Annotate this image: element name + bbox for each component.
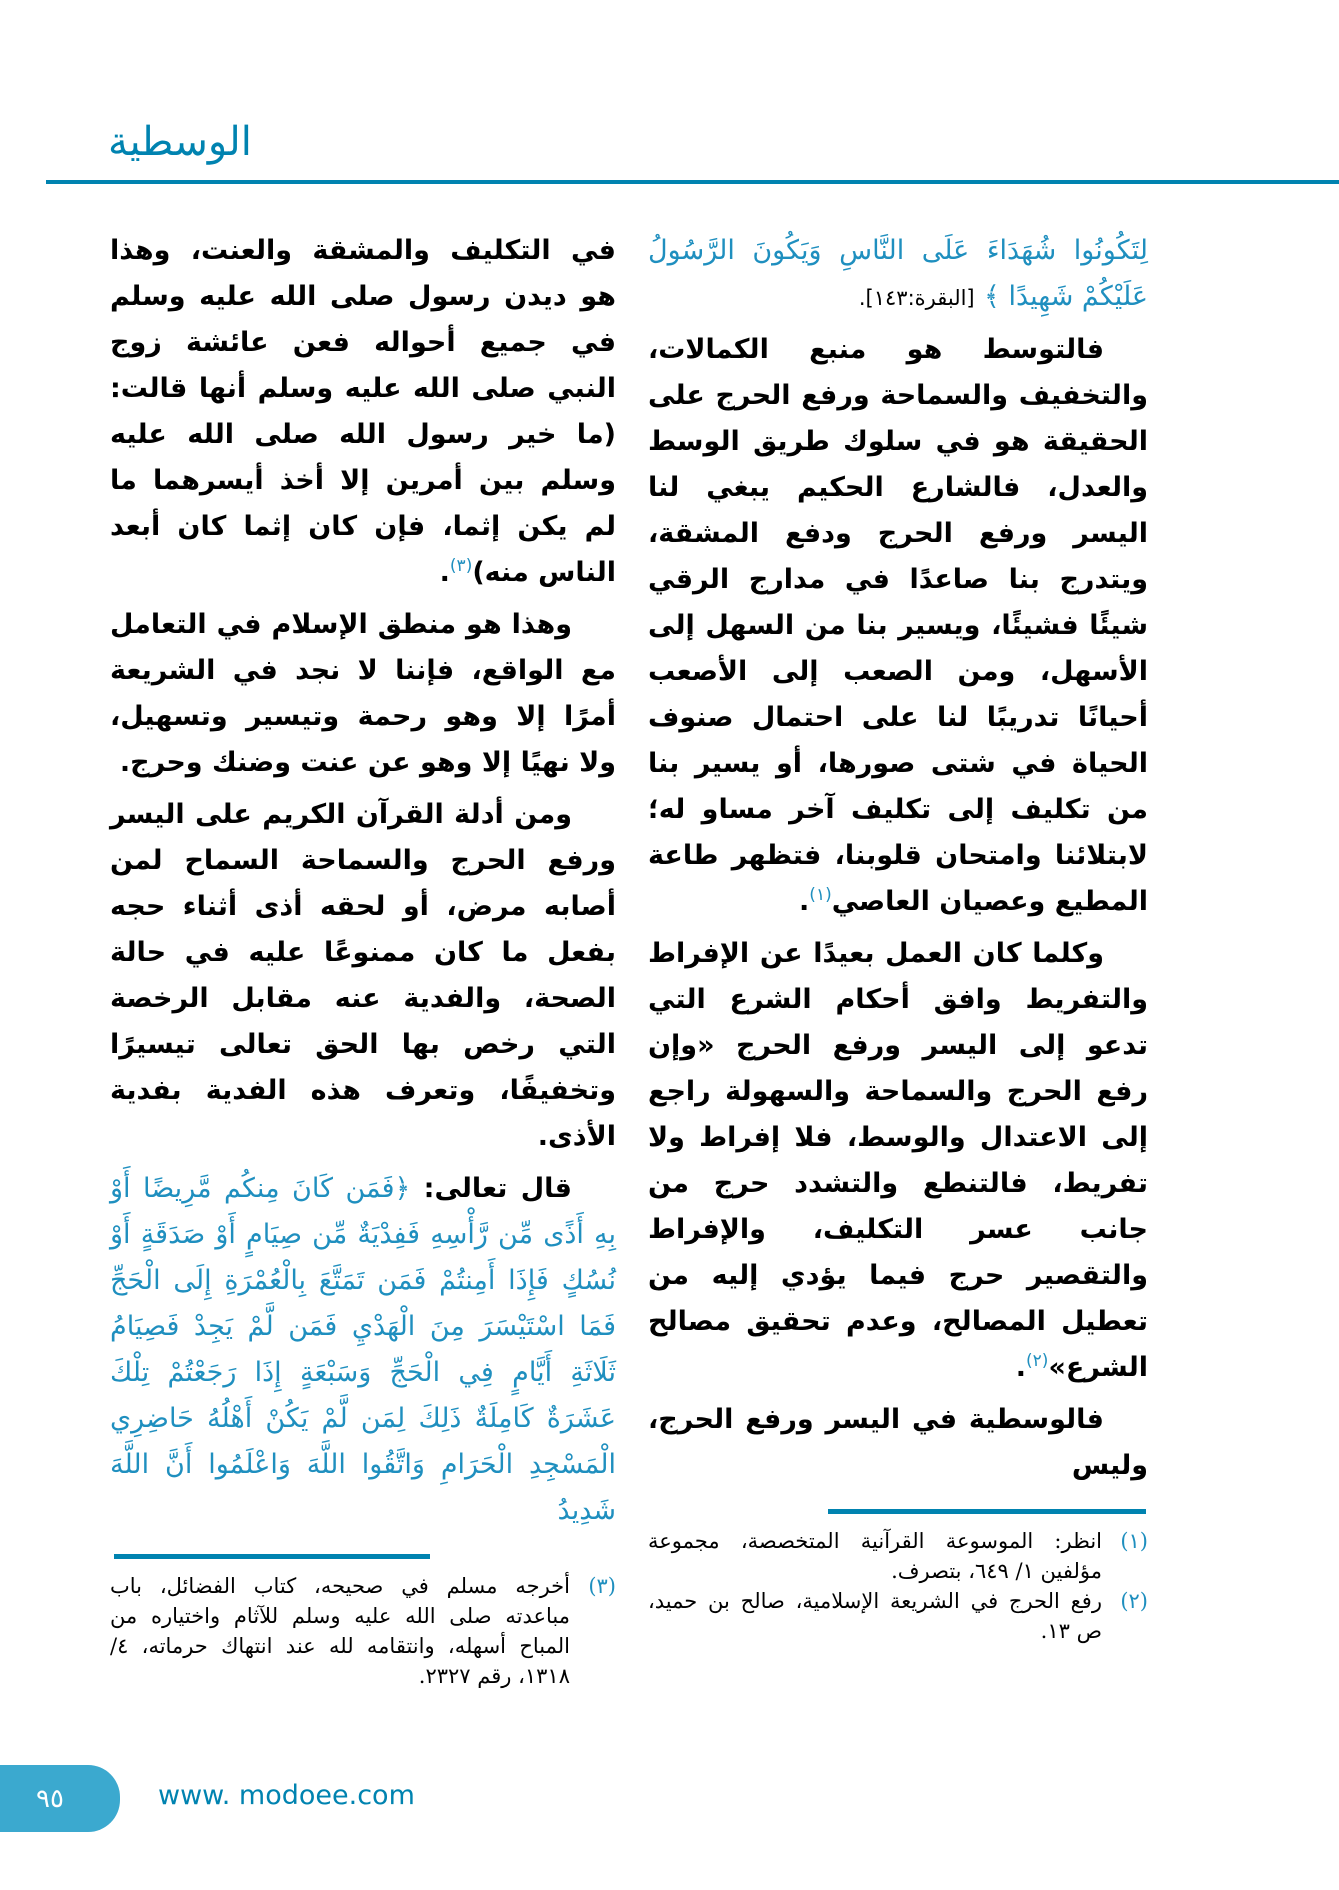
paragraph — [648, 931, 1148, 1391]
page-number: ٩٥ — [36, 1783, 64, 1814]
footnote-text: أخرجه مسلم في صحيحه، كتاب الفضائل، باب مباعدته صلى الله عليه وسلم للآثام واختياره من المباح أسهله، وانتقامه لله عند انتهاك حرماته، ٤/ ١٣١٨، رقم ٢٣٢٧. — [110, 1574, 570, 1688]
paragraph — [110, 1166, 616, 1534]
verse-citation: [البقرة:١٤٣]. — [858, 286, 975, 310]
footnote-number: (٢) — [1120, 1589, 1148, 1613]
paragraph-end: . — [439, 557, 450, 588]
paragraph-text: وكلما كان العمل بعيدًا عن الإفراط والتفريط وافق أحكام الشرع التي تدعو إلى اليسر ورفع الحرج «وإن رفع الحرج والسماحة والسهولة راجع إلى الاعتدال والوسط، فلا إفراط ولا تفريط، فالتنطع والتشدد حرج من جانب عسر التكليف، والإفراط والتقصير حرج فيما يؤدي إليه من تعطيل المصالح، وعدم تحقيق مصالح الشرع» — [648, 938, 1148, 1383]
quran-verse-block — [648, 228, 1148, 321]
paragraph-text: فالتوسط هو منبع الكمالات، والتخفيف والسماحة ورفع الحرج على الحقيقة هو في سلوك طريق الوسط والعدل، فالشارع الحكيم يبغي لنا اليسر ورفع الحرج ودفع المشقة، ويتدرج بنا صاعدًا في مدارج الرقي شيئًا فشيئًا، ويسير بنا من السهل إلى الأسهل، ومن الصعب إلى الأصعب أحيانًا تدريبًا لنا على احتمال صنوف الحياة في شتى صورها، أو يسير بنا من تكليف إلى تكليف آخر مساو له؛ لابتلائنا وامتحان قلوبنا، فتظهر طاعة المطيع وعصيان العاصي — [648, 334, 1148, 917]
paragraph-text: وهذا هو منطق الإسلام في التعامل مع الواقع، فإننا لا نجد في الشريعة أمرًا إلا وهو رحمة وتيسير وتسهيل، ولا نهيًا إلا وهو عن عنت وضنك وحرج. — [110, 609, 616, 778]
footnote-divider-right — [828, 1509, 1146, 1514]
text-column-right — [648, 228, 1148, 1495]
paragraph — [110, 602, 616, 786]
paragraph-end: . — [799, 886, 810, 917]
text-column-left — [110, 228, 616, 1540]
quran-verse: ﴿فَمَن كَانَ مِنكُم مَّرِيضًا أَوْ بِهِ أَذًى مِّن رَّأْسِهِ فَفِدْيَةٌ مِّن صِيَامٍ أَوْ صَدَقَةٍ أَوْ نُسُكٍ فَإِذَا أَمِنتُمْ فَمَن تَمَتَّعَ بِالْعُمْرَةِ إِلَى الْحَجِّ فَمَا اسْتَيْسَرَ مِنَ الْهَدْيِ فَمَن لَّمْ يَجِدْ فَصِيَامُ ثَلَاثَةِ أَيَّامٍ فِي الْحَجِّ وَسَبْعَةٍ إِذَا رَجَعْتُمْ تِلْكَ عَشَرَةٌ كَامِلَةٌ ذَلِكَ لِمَن لَّمْ يَكُنْ أَهْلُهُ حَاضِرِي الْمَسْجِدِ الْحَرَامِ وَاتَّقُوا اللَّهَ وَاعْلَمُوا أَنَّ اللَّهَ شَدِيدُ — [110, 1173, 616, 1526]
column-right — [648, 228, 1148, 1646]
footnote-text: رفع الحرج في الشريعة الإسلامية، صالح بن حميد، ص ١٣. — [648, 1589, 1102, 1643]
paragraph-text: فالوسطية في اليسر ورفع الحرج، وليس — [648, 1404, 1148, 1481]
footnote-number: (٣) — [588, 1574, 616, 1598]
footnote — [648, 1586, 1148, 1646]
website-link[interactable]: www. modoee.com — [158, 1780, 415, 1811]
footnote-ref-3[interactable]: (٣) — [449, 556, 473, 576]
footnote-number: (١) — [1120, 1529, 1148, 1553]
footnote-ref-2[interactable]: (٢) — [1026, 1351, 1049, 1371]
verse-intro: قال تعالى: — [410, 1173, 572, 1204]
paragraph-text: ومن أدلة القرآن الكريم على اليسر ورفع الحرج والسماحة السماح لمن أصابه مرض، أو لحقه أذى أثناء حجه بفعل ما كان ممنوعًا عليه في حالة الصحة، والفدية عنه مقابل الرخصة التي رخص بها الحق تعالى تيسيرًا وتخفيفًا، وتعرف هذه الفدية بفدية الأذى. — [110, 799, 616, 1152]
page-number-badge — [0, 1765, 120, 1832]
footnote — [110, 1571, 616, 1691]
paragraph — [648, 327, 1148, 925]
paragraph-end: . — [1015, 1352, 1027, 1383]
column-left — [110, 228, 616, 1691]
running-header-title: الوسطية — [108, 119, 252, 165]
paragraph-text: في التكليف والمشقة والعنت، وهذا هو ديدن رسول صلى الله عليه وسلم في جميع أحواله فعن عائشة زوج النبي صلى الله عليه وسلم أنها قالت: (ما خير رسول الله صلى الله عليه وسلم بين أمرين إلا أخذ أيسرهما ما لم يكن إثما، فإن كان إثما كان أبعد الناس منه) — [110, 235, 616, 588]
footnotes-left — [110, 1571, 616, 1691]
footnote-text: انظر: الموسوعة القرآنية المتخصصة، مجموعة مؤلفين ١/ ٦٤٩، بتصرف. — [648, 1529, 1102, 1583]
footnotes-right — [648, 1526, 1148, 1646]
footnote-ref-1[interactable]: (١) — [809, 885, 832, 905]
paragraph — [648, 1397, 1148, 1489]
header-divider — [46, 180, 1339, 184]
footnote-divider-left — [114, 1554, 430, 1559]
quran-verse: لِتَكُونُوا شُهَدَاءَ عَلَى النَّاسِ وَيَكُونَ الرَّسُولُ عَلَيْكُمْ شَهِيدًا ﴾ — [648, 235, 1148, 312]
paragraph — [110, 792, 616, 1160]
footnote — [648, 1526, 1148, 1586]
paragraph — [110, 228, 616, 596]
